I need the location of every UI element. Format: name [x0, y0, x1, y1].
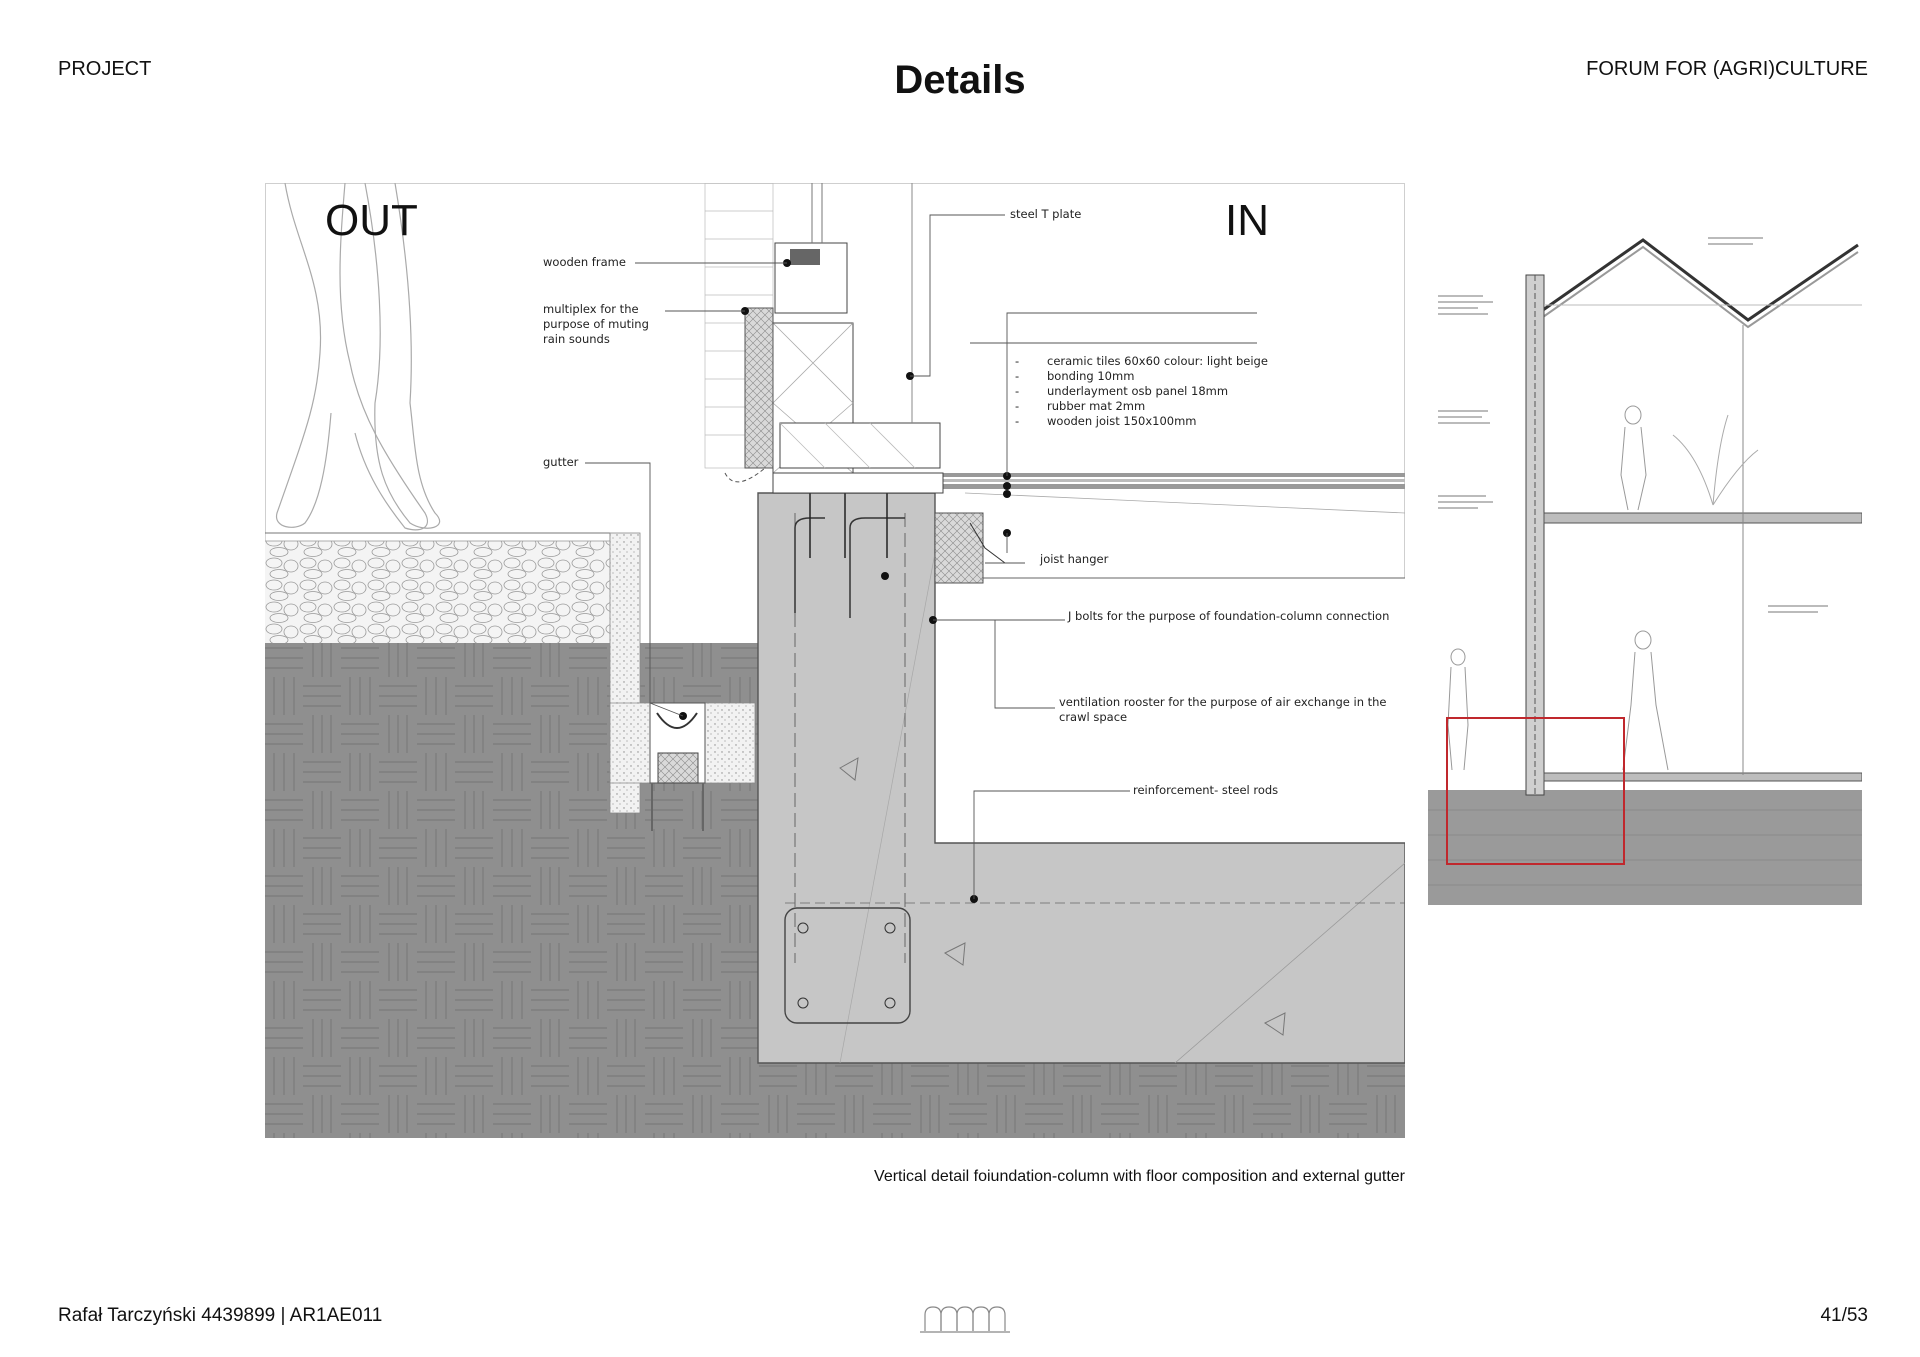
layer-bullet: -	[1015, 399, 1020, 413]
footer-author: Rafał Tarczyński 4439899 | AR1AE011	[58, 1305, 383, 1326]
header-project-label: PROJECT	[58, 58, 152, 80]
foundation-column-detail-drawing	[265, 183, 1405, 1138]
out-label: OUT	[325, 196, 418, 245]
label-multiplex-1: multiplex for the	[543, 302, 639, 316]
floor-layer-5: wooden joist 150x100mm	[1047, 414, 1197, 428]
tunnel-greenhouse-logo-icon	[920, 1303, 1010, 1335]
figure-caption: Vertical detail foiundation-column with floor composition and external gutter	[874, 1168, 1405, 1185]
label-multiplex-2: purpose of muting	[543, 317, 649, 331]
label-reinforcement: reinforcement- steel rods	[1133, 783, 1279, 797]
page-number: 41/53	[1820, 1305, 1868, 1326]
in-label: IN	[1225, 196, 1269, 245]
header-project-name: FORUM FOR (AGRI)CULTURE	[1586, 58, 1868, 80]
label-joist-hanger: joist hanger	[1040, 552, 1109, 566]
layer-bullet: -	[1015, 414, 1020, 428]
label-multiplex-3: rain sounds	[543, 332, 610, 346]
label-j-bolts: J bolts for the purpose of foundation-column connection	[1068, 609, 1390, 623]
label-ventilation-1: ventilation rooster for the purpose of air exchange in the	[1059, 695, 1387, 709]
label-wooden-frame: wooden frame	[543, 255, 626, 269]
page-title: Details	[894, 58, 1026, 102]
layer-bullet: -	[1015, 354, 1020, 368]
layer-bullet: -	[1015, 369, 1020, 383]
floor-layer-1: ceramic tiles 60x60 colour: light beige	[1047, 354, 1268, 368]
label-gutter: gutter	[543, 455, 579, 469]
floor-layer-2: bonding 10mm	[1047, 369, 1135, 383]
floor-layer-3: underlayment osb panel 18mm	[1047, 384, 1229, 398]
label-ventilation-2: crawl space	[1059, 710, 1128, 724]
floor-layer-4: rubber mat 2mm	[1047, 399, 1146, 413]
layer-bullet: -	[1015, 384, 1020, 398]
label-steel-t-plate: steel T plate	[1010, 207, 1082, 221]
building-section-thumbnail	[1428, 235, 1862, 905]
